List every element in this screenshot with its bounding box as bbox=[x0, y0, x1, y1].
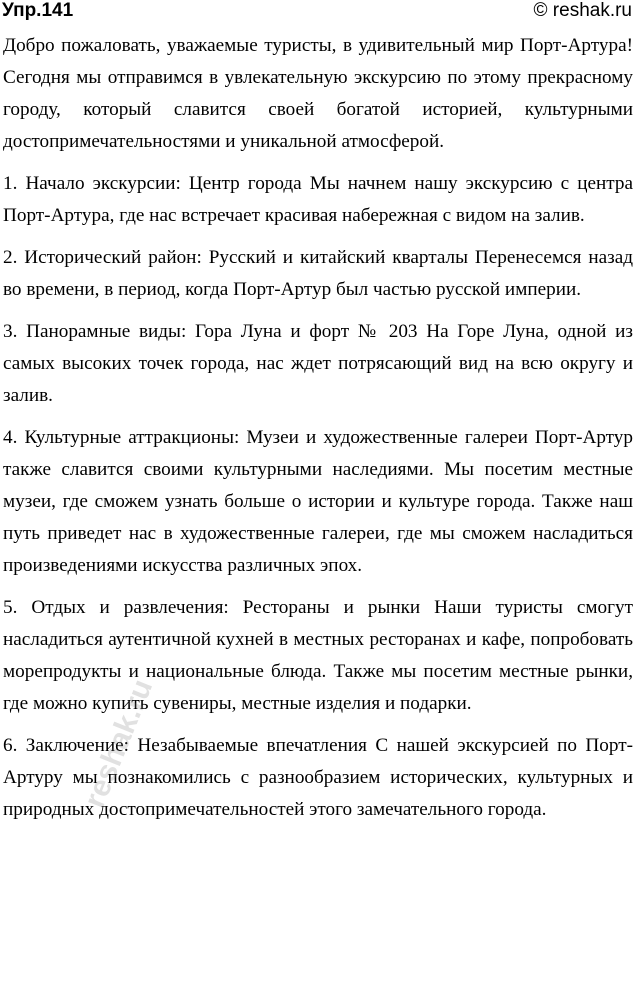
paragraph-6: 6. Заключение: Незабываемые впечатления С нашей экскурсией по Порт-Артуру мы познакомились с разнообразием исторических, культурных и природных достопримечательностей этого замечательного города. bbox=[3, 735, 633, 820]
paragraph-3: 3. Панорамные виды: Гора Луна и форт № 203 На Горе Луна, одной из самых высоких точек города, нас ждет потрясающий вид на всю округу и залив. bbox=[3, 321, 633, 406]
watermark: reshak.ru bbox=[78, 674, 160, 813]
document-body bbox=[3, 30, 633, 836]
exercise-title: Упр.141 bbox=[2, 0, 74, 21]
paragraph-intro: Добро пожаловать, уважаемые туристы, в удивительный мир Порт-Артура! Сегодня мы отправимся в увлекательную экскурсию по этому прекрасному городу, который славится своей богатой историей, культурными достопримечательностями и уникальной атмосферой. bbox=[3, 35, 633, 152]
site-copyright: © reshak.ru bbox=[533, 0, 632, 21]
paragraph-4: 4. Культурные аттракционы: Музеи и художественные галереи Порт-Артур также славится своими культурными наследиями. Мы посетим местные музеи, где сможем узнать больше о истории и культуре города. Также наш путь приведет нас в художественные галереи, где мы сможем насладиться произведениями искусства различных эпох. bbox=[3, 427, 633, 576]
paragraph-2: 2. Исторический район: Русский и китайский кварталы Перенесемся назад во времени, в период, когда Порт-Артур был частью русской империи. bbox=[3, 247, 633, 300]
header bbox=[0, 0, 635, 26]
paragraph-5: 5. Отдых и развлечения: Рестораны и рынки Наши туристы смогут насладиться аутентичной кухней в местных ресторанах и кафе, попробовать морепродукты и национальные блюда. Также мы посетим местные рынки, где можно купить сувениры, местные изделия и подарки. bbox=[3, 597, 633, 714]
paragraph-1: 1. Начало экскурсии: Центр города Мы начнем нашу экскурсию с центра Порт-Артура, где нас встречает красивая набережная с видом на залив. bbox=[3, 173, 633, 226]
